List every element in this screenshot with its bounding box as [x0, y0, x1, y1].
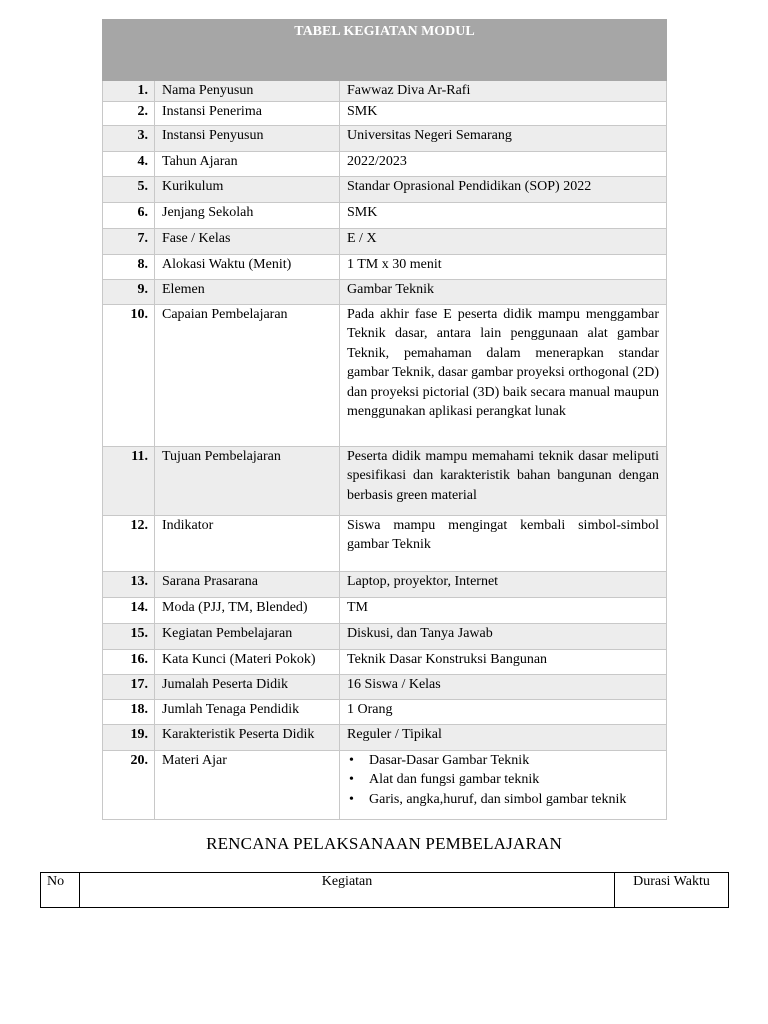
table-row [103, 650, 667, 675]
row-label: Moda (PJJ, TM, Blended) [155, 598, 340, 624]
row-number: 15. [103, 624, 155, 650]
row-number: 7. [103, 229, 155, 255]
row-value: Standar Oprasional Pendidikan (SOP) 2022 [340, 177, 667, 203]
row-number: 13. [103, 572, 155, 598]
row-number: 17. [103, 675, 155, 700]
row-label: Sarana Prasarana [155, 572, 340, 598]
row-number: 10. [103, 305, 155, 447]
row-number: 1. [103, 81, 155, 102]
table-row [103, 447, 667, 516]
rpp-header-row [41, 873, 729, 908]
table-row [103, 572, 667, 598]
row-value: 16 Siswa / Kelas [340, 675, 667, 700]
row-value: SMK [340, 203, 667, 229]
row-value-text: Siswa mampu mengingat kembali simbol-simbol gambar Teknik [347, 518, 659, 553]
bullet-icon: • [349, 772, 354, 788]
bullet-icon: • [349, 753, 354, 768]
table-title: TABEL KEGIATAN MODUL [103, 20, 667, 81]
row-value: 2022/2023 [340, 152, 667, 177]
table-row [103, 229, 667, 255]
row-label: Elemen [155, 280, 340, 305]
row-label: Materi Ajar [155, 751, 340, 820]
row-value-text: Pada akhir fase E peserta didik mampu menggambar Teknik dasar, antara lain penggunaan alat gambar Teknik, pemahaman dalam menerapkan standar gambar Teknik, dasar gambar proyeksi orthogonal (2D) dan proyeksi pictorial (3D) baik secara manual maupun menggunakan aplikasi perangkat lunak [347, 307, 659, 420]
list-item [347, 790, 659, 809]
row-value: Universitas Negeri Semarang [340, 126, 667, 152]
row-value: TM [340, 598, 667, 624]
row-value: Fawwaz Diva Ar-Rafi [340, 81, 667, 102]
row-number: 16. [103, 650, 155, 675]
row-label: Jumlah Tenaga Pendidik [155, 700, 340, 725]
table-row [103, 255, 667, 280]
row-value [340, 516, 667, 572]
row-label: Kegiatan Pembelajaran [155, 624, 340, 650]
row-label: Alokasi Waktu (Menit) [155, 255, 340, 280]
row-label: Nama Penyusun [155, 81, 340, 102]
row-number: 2. [103, 102, 155, 126]
table-row [103, 81, 667, 102]
row-label: Tahun Ajaran [155, 152, 340, 177]
row-label: Tujuan Pembelajaran [155, 447, 340, 516]
row-label: Fase / Kelas [155, 229, 340, 255]
row-value: 1 Orang [340, 700, 667, 725]
row-number: 5. [103, 177, 155, 203]
table-row [103, 152, 667, 177]
materi-ajar-list [347, 751, 659, 809]
row-label: Kurikulum [155, 177, 340, 203]
row-number: 20. [103, 751, 155, 820]
table-row [103, 624, 667, 650]
row-number: 12. [103, 516, 155, 572]
row-label: Kata Kunci (Materi Pokok) [155, 650, 340, 675]
row-value: Laptop, proyektor, Internet [340, 572, 667, 598]
bullet-icon: • [349, 791, 354, 807]
row-number: 18. [103, 700, 155, 725]
row-number: 9. [103, 280, 155, 305]
row-value: Gambar Teknik [340, 280, 667, 305]
row-number: 8. [103, 255, 155, 280]
table-row [103, 675, 667, 700]
list-item-text: Alat dan fungsi gambar teknik [369, 772, 540, 788]
column-header-no: No [41, 873, 80, 908]
table-row [103, 280, 667, 305]
row-value: Diskusi, dan Tanya Jawab [340, 624, 667, 650]
list-item-text: Garis, angka,huruf, dan simbol gambar teknik [369, 791, 627, 807]
row-value [340, 751, 667, 820]
row-label: Indikator [155, 516, 340, 572]
row-value: Teknik Dasar Konstruksi Bangunan [340, 650, 667, 675]
row-value [340, 447, 667, 516]
rpp-heading: RENCANA PELAKSANAAN PEMBELAJARAN [206, 834, 562, 853]
list-item-text: Dasar-Dasar Gambar Teknik [369, 753, 530, 768]
row-number: 6. [103, 203, 155, 229]
row-number: 3. [103, 126, 155, 152]
table-row [103, 725, 667, 751]
table-title-row [103, 20, 667, 81]
row-value: SMK [340, 102, 667, 126]
row-label: Jenjang Sekolah [155, 203, 340, 229]
row-value: 1 TM x 30 menit [340, 255, 667, 280]
rpp-table [40, 872, 729, 908]
row-number: 11. [103, 447, 155, 516]
row-number: 19. [103, 725, 155, 751]
row-label: Instansi Penerima [155, 102, 340, 126]
row-label: Karakteristik Peserta Didik [155, 725, 340, 751]
table-row [103, 700, 667, 725]
column-header-kegiatan: Kegiatan [80, 873, 615, 908]
row-value: E / X [340, 229, 667, 255]
row-value [340, 305, 667, 447]
column-header-durasi: Durasi Waktu [615, 873, 729, 908]
row-number: 14. [103, 598, 155, 624]
row-value-text: Peserta didik mampu memahami teknik dasar meliputi spesifikasi dan karakteristik bahan bangunan dengan berbasis green material [347, 449, 659, 503]
module-activity-table [102, 19, 667, 820]
table-row [103, 126, 667, 152]
list-item [347, 751, 659, 770]
row-label: Instansi Penyusun [155, 126, 340, 152]
table-row [103, 177, 667, 203]
table-row [103, 102, 667, 126]
table-row [103, 305, 667, 447]
row-label: Capaian Pembelajaran [155, 305, 340, 447]
table-row [103, 751, 667, 820]
table-row [103, 203, 667, 229]
list-item [347, 770, 659, 789]
row-label: Jumalah Peserta Didik [155, 675, 340, 700]
row-value: Reguler / Tipikal [340, 725, 667, 751]
table-row [103, 516, 667, 572]
row-number: 4. [103, 152, 155, 177]
table-row [103, 598, 667, 624]
